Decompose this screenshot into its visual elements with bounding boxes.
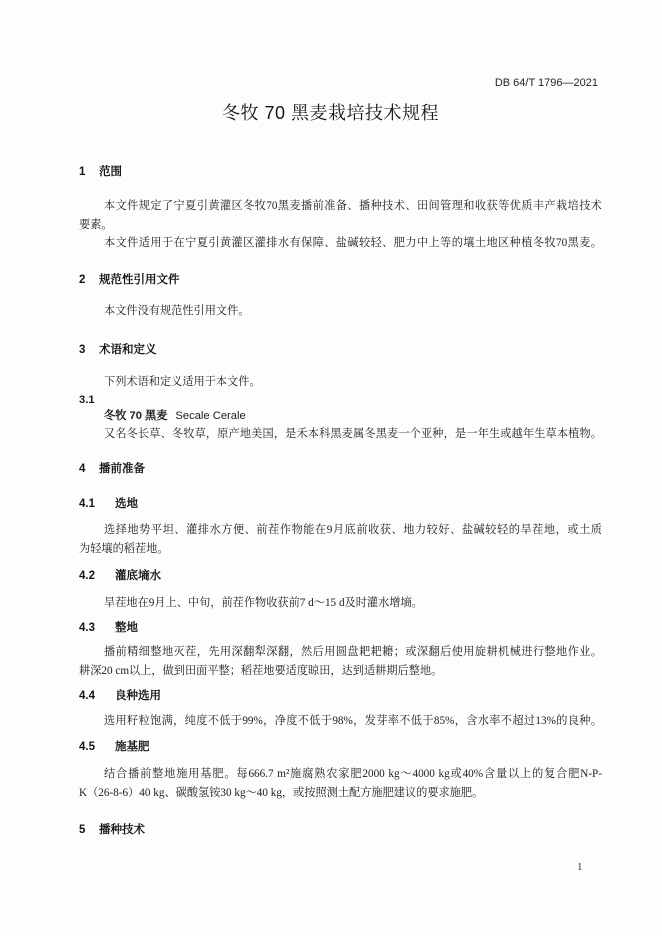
- paragraph-line: 选用籽粒饱满，纯度不低于99%，净度不低于98%，发芽率不低于85%，含水率不超过13%的良种。: [104, 715, 602, 727]
- subsection-4-4-body: [79, 712, 602, 731]
- paragraph-line: 为轻壤的稻茬地。: [79, 542, 169, 555]
- section-1-heading: [79, 163, 602, 181]
- term-english: Secale Cerale: [175, 410, 246, 422]
- term-definition: [79, 425, 602, 444]
- paragraph-line: 本文件规定了宁夏引黄灌区冬牧70黑麦播前准备、播种技术、田间管理和收获等优质丰产栽培技术: [104, 200, 602, 212]
- subsection-number: 4.2: [79, 570, 95, 582]
- section-title: 规范性引用文件: [99, 274, 180, 286]
- subsection-4-5-heading: [79, 738, 602, 756]
- subsection-4-4-heading: [79, 687, 602, 705]
- subsection-title: 灌底墒水: [115, 570, 161, 582]
- subsection-number: 4.1: [79, 498, 95, 510]
- subsection-4-2-heading: [79, 567, 602, 585]
- section-4-heading: [79, 460, 602, 478]
- subsection-4-2-body: [79, 594, 602, 613]
- subsection-4-3-heading: [79, 619, 602, 637]
- paragraph-line: 本文件没有规范性引用文件。: [104, 305, 250, 317]
- paragraph-line: 耕深20 cm以上，做到田面平整；稻茬地要适度晾田，达到适耕期后整地。: [79, 664, 443, 677]
- paragraph-line: 要素。: [79, 218, 113, 231]
- section-title: 播前准备: [99, 463, 145, 475]
- section-3-body: [79, 373, 602, 392]
- subsection-title: 整地: [115, 622, 138, 634]
- subsection-title: 良种选用: [115, 690, 161, 702]
- paragraph-line: 旱茬地在9月上、中旬，前茬作物收获前7 d～15 d及时灌水增墒。: [104, 597, 423, 609]
- paragraph-line: 选择地势平坦、灌排水方便、前茬作物能在9月底前收获、地力较好、盐碱较轻的旱茬地，或土质: [104, 524, 602, 536]
- section-title: 范围: [99, 166, 122, 178]
- section-2-body: [79, 302, 602, 321]
- paragraph-line: 结合播前整地施用基肥。每666.7 m²施腐熟农家肥2000 kg～4000 kg或40%含量以上的复合肥N-P-: [104, 768, 602, 780]
- section-1-body: [79, 197, 602, 253]
- term-entry: [104, 407, 246, 425]
- paragraph-line: 播前精细整地灭茬，先用深翻犁深翻，然后用圆盘耙耙耱；或深翻后使用旋耕机械进行整地作业。: [104, 646, 602, 658]
- section-number: 5: [79, 824, 86, 836]
- paragraph-line: 本文件适用于在宁夏引黄灌区灌排水有保障、盐碱较轻、肥力中上等的壤土地区种植冬牧70黑麦。: [104, 237, 602, 249]
- term-number: 3.1: [79, 394, 95, 406]
- subsection-4-3-body: [79, 643, 602, 680]
- subsection-4-5-body: [79, 765, 602, 803]
- section-5-heading: [79, 821, 602, 839]
- paragraph-line: 下列术语和定义适用于本文件。: [104, 376, 261, 388]
- section-number: 1: [79, 166, 86, 178]
- subsection-number: 4.5: [79, 741, 95, 753]
- subsection-title: 选地: [115, 498, 138, 510]
- term-chinese: 冬牧 70 黑麦: [104, 410, 168, 422]
- section-3-heading: [79, 341, 602, 359]
- page-number: 1: [577, 861, 583, 873]
- document-code: DB 64/T 1796—2021: [494, 77, 598, 89]
- section-title: 播种技术: [99, 824, 145, 836]
- subsection-number: 4.4: [79, 690, 95, 702]
- subsection-4-1-body: [79, 521, 602, 558]
- paragraph-line: K（26-8-6）40 kg、碳酸氢铵30 kg～40 kg，或按照测土配方施肥建议的要求施肥。: [79, 787, 484, 799]
- subsection-title: 施基肥: [115, 741, 150, 753]
- section-title: 术语和定义: [99, 344, 157, 356]
- subsection-4-1-heading: [79, 495, 602, 513]
- subsection-number: 4.3: [79, 622, 95, 634]
- paragraph-line: 又名冬长草、冬牧草，原产地美国，是禾本科黑麦属冬黑麦一个亚种，是一年生或越年生草本植物。: [104, 428, 602, 440]
- section-2-heading: [79, 271, 602, 289]
- section-number: 2: [79, 274, 86, 286]
- section-number: 3: [79, 344, 86, 356]
- document-title: 冬牧 70 黑麦栽培技术规程: [221, 103, 440, 123]
- section-number: 4: [79, 463, 86, 475]
